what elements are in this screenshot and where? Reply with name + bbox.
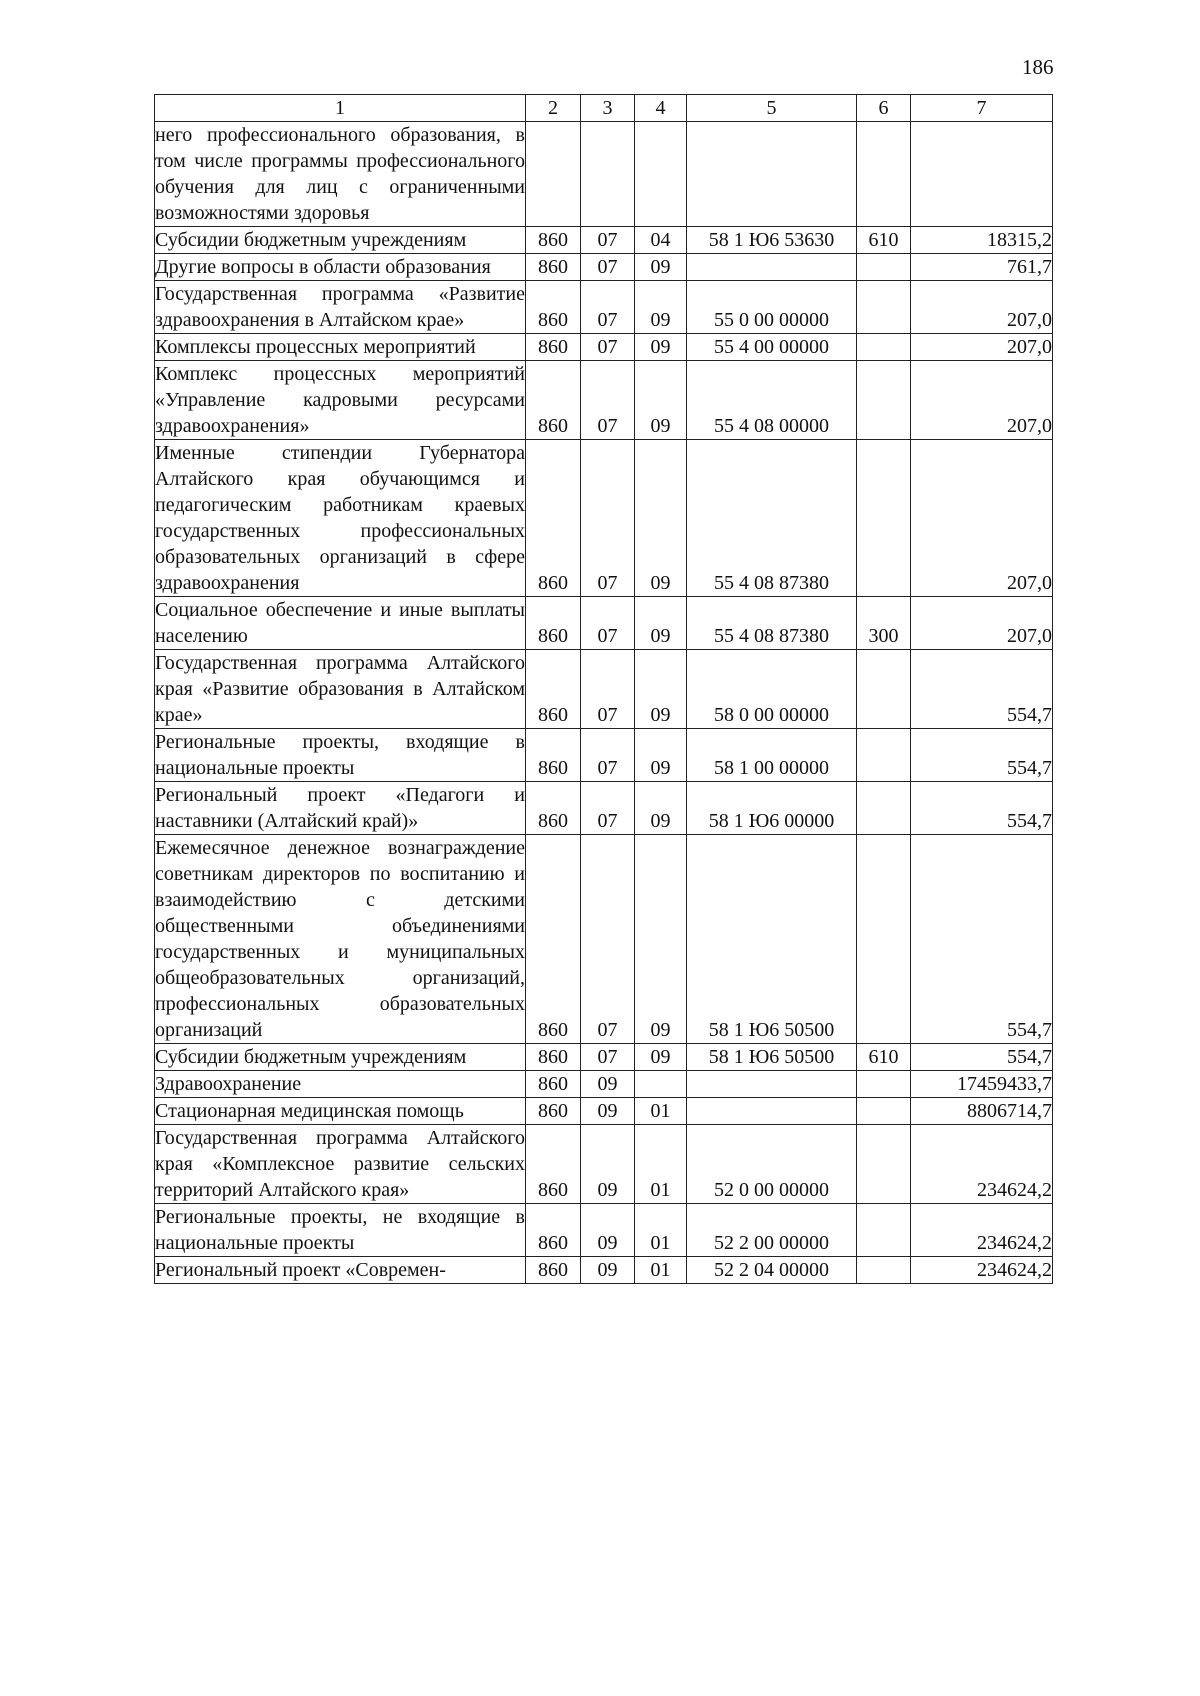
expense-type-code xyxy=(857,650,911,729)
row-name: Другие вопросы в области образования xyxy=(155,254,526,281)
ministry-code: 860 xyxy=(526,1098,581,1125)
target-article-code xyxy=(687,1098,857,1125)
target-article-code: 58 1 Ю6 50500 xyxy=(687,1044,857,1071)
ministry-code: 860 xyxy=(526,729,581,782)
expense-type-code xyxy=(857,281,911,334)
table-row xyxy=(155,122,1053,227)
target-article-code: 52 2 00 00000 xyxy=(687,1204,857,1257)
target-article-code: 58 1 Ю6 53630 xyxy=(687,227,857,254)
ministry-code: 860 xyxy=(526,1204,581,1257)
section-code: 07 xyxy=(581,334,635,361)
amount: 554,7 xyxy=(911,729,1053,782)
amount: 761,7 xyxy=(911,254,1053,281)
section-code: 07 xyxy=(581,227,635,254)
table-row xyxy=(155,334,1053,361)
row-name: Региональные проекты, не входящие в национальные проекты xyxy=(155,1204,526,1257)
section-code: 07 xyxy=(581,782,635,835)
section-code: 07 xyxy=(581,729,635,782)
row-name: Государственная программа «Развитие здравоохранения в Алтайском крае» xyxy=(155,281,526,334)
target-article-code: 58 0 00 00000 xyxy=(687,650,857,729)
row-name: Именные стипендии Губернатора Алтайского края обучающимся и педагогическим работникам краевых государственных профессиональных образовательных организаций в сфере здравоохранения xyxy=(155,440,526,597)
expense-type-code xyxy=(857,361,911,440)
section-code: 07 xyxy=(581,650,635,729)
subsection-code: 09 xyxy=(635,1044,687,1071)
row-name: Региональный проект «Педагоги и наставники (Алтайский край)» xyxy=(155,782,526,835)
row-name: Государственная программа Алтайского края «Развитие образования в Алтайском крае» xyxy=(155,650,526,729)
amount: 554,7 xyxy=(911,782,1053,835)
ministry-code: 860 xyxy=(526,1071,581,1098)
expense-type-code: 300 xyxy=(857,597,911,650)
row-name: Региональный проект «Современ- xyxy=(155,1257,526,1284)
row-name: Государственная программа Алтайского края «Комплексное развитие сельских территорий Алтайского края» xyxy=(155,1125,526,1204)
section-code: 07 xyxy=(581,440,635,597)
subsection-code: 04 xyxy=(635,227,687,254)
subsection-code: 09 xyxy=(635,281,687,334)
ministry-code: 860 xyxy=(526,227,581,254)
amount: 234624,2 xyxy=(911,1257,1053,1284)
expense-type-code xyxy=(857,1098,911,1125)
ministry-code: 860 xyxy=(526,1125,581,1204)
expense-type-code xyxy=(857,122,911,227)
subsection-code: 01 xyxy=(635,1204,687,1257)
subsection-code: 09 xyxy=(635,361,687,440)
subsection-code: 01 xyxy=(635,1098,687,1125)
row-name: Ежемесячное денежное вознаграждение советникам директоров по воспитанию и взаимодействию с детскими общественными объединениями государственных и муниципальных общеобразовательных организаций, профессиональных образовательных организаций xyxy=(155,835,526,1044)
table-row xyxy=(155,650,1053,729)
amount: 554,7 xyxy=(911,650,1053,729)
subsection-code: 09 xyxy=(635,835,687,1044)
amount: 17459433,7 xyxy=(911,1071,1053,1098)
ministry-code: 860 xyxy=(526,1044,581,1071)
subsection-code: 09 xyxy=(635,254,687,281)
amount: 554,7 xyxy=(911,835,1053,1044)
ministry-code: 860 xyxy=(526,334,581,361)
table-row xyxy=(155,1125,1053,1204)
amount: 554,7 xyxy=(911,1044,1053,1071)
expense-type-code xyxy=(857,334,911,361)
column-header: 7 xyxy=(911,95,1053,122)
row-name: Субсидии бюджетным учреждениям xyxy=(155,227,526,254)
section-code: 07 xyxy=(581,1044,635,1071)
table-row xyxy=(155,1044,1053,1071)
ministry-code: 860 xyxy=(526,281,581,334)
section-code: 07 xyxy=(581,835,635,1044)
ministry-code: 860 xyxy=(526,782,581,835)
amount: 234624,2 xyxy=(911,1204,1053,1257)
row-name: Субсидии бюджетным учреждениям xyxy=(155,1044,526,1071)
table-row xyxy=(155,782,1053,835)
page-number: 186 xyxy=(1022,55,1054,79)
subsection-code: 09 xyxy=(635,440,687,597)
subsection-code: 09 xyxy=(635,334,687,361)
row-name: Комплексы процессных мероприятий xyxy=(155,334,526,361)
section-code: 09 xyxy=(581,1071,635,1098)
target-article-code: 55 4 08 87380 xyxy=(687,440,857,597)
amount: 207,0 xyxy=(911,440,1053,597)
subsection-code: 09 xyxy=(635,650,687,729)
column-header: 2 xyxy=(526,95,581,122)
expense-type-code: 610 xyxy=(857,1044,911,1071)
table-row xyxy=(155,440,1053,597)
subsection-code: 01 xyxy=(635,1125,687,1204)
target-article-code: 55 4 00 00000 xyxy=(687,334,857,361)
table-row xyxy=(155,597,1053,650)
subsection-code: 09 xyxy=(635,782,687,835)
target-article-code: 52 2 04 00000 xyxy=(687,1257,857,1284)
ministry-code: 860 xyxy=(526,835,581,1044)
expense-type-code xyxy=(857,729,911,782)
column-header: 5 xyxy=(687,95,857,122)
subsection-code: 01 xyxy=(635,1257,687,1284)
section-code: 07 xyxy=(581,281,635,334)
expense-type-code xyxy=(857,440,911,597)
target-article-code: 52 0 00 00000 xyxy=(687,1125,857,1204)
section-code: 09 xyxy=(581,1125,635,1204)
column-header: 3 xyxy=(581,95,635,122)
column-header: 6 xyxy=(857,95,911,122)
section-code xyxy=(581,122,635,227)
section-code: 09 xyxy=(581,1098,635,1125)
table-body xyxy=(155,122,1053,1284)
target-article-code: 55 4 08 87380 xyxy=(687,597,857,650)
amount: 207,0 xyxy=(911,597,1053,650)
target-article-code: 55 4 08 00000 xyxy=(687,361,857,440)
table-row xyxy=(155,729,1053,782)
table-row xyxy=(155,1071,1053,1098)
subsection-code xyxy=(635,122,687,227)
expense-type-code xyxy=(857,254,911,281)
section-code: 09 xyxy=(581,1204,635,1257)
row-name: Социальное обеспечение и иные выплаты населению xyxy=(155,597,526,650)
expense-type-code xyxy=(857,1125,911,1204)
section-code: 07 xyxy=(581,361,635,440)
expense-type-code xyxy=(857,782,911,835)
amount: 207,0 xyxy=(911,281,1053,334)
subsection-code: 09 xyxy=(635,597,687,650)
amount: 234624,2 xyxy=(911,1125,1053,1204)
header-row xyxy=(155,95,1053,122)
subsection-code xyxy=(635,1071,687,1098)
expense-type-code xyxy=(857,1257,911,1284)
table-row xyxy=(155,361,1053,440)
ministry-code: 860 xyxy=(526,440,581,597)
table-row xyxy=(155,227,1053,254)
amount: 207,0 xyxy=(911,334,1053,361)
column-header: 4 xyxy=(635,95,687,122)
row-name: Здравоохранение xyxy=(155,1071,526,1098)
table-row xyxy=(155,281,1053,334)
section-code: 09 xyxy=(581,1257,635,1284)
target-article-code xyxy=(687,1071,857,1098)
table-row xyxy=(155,254,1053,281)
row-name: Комплекс процессных мероприятий «Управление кадровыми ресурсами здравоохранения» xyxy=(155,361,526,440)
section-code: 07 xyxy=(581,597,635,650)
table-row xyxy=(155,835,1053,1044)
target-article-code xyxy=(687,122,857,227)
target-article-code: 58 1 00 00000 xyxy=(687,729,857,782)
expense-type-code xyxy=(857,1204,911,1257)
ministry-code: 860 xyxy=(526,1257,581,1284)
row-name: него профессионального образования, в том числе программы профессионального обучения для лиц с ограниченными возможностями здоровья xyxy=(155,122,526,227)
target-article-code: 58 1 Ю6 00000 xyxy=(687,782,857,835)
subsection-code: 09 xyxy=(635,729,687,782)
target-article-code: 55 0 00 00000 xyxy=(687,281,857,334)
target-article-code xyxy=(687,254,857,281)
expense-type-code xyxy=(857,835,911,1044)
row-name: Региональные проекты, входящие в национальные проекты xyxy=(155,729,526,782)
table-row xyxy=(155,1204,1053,1257)
ministry-code: 860 xyxy=(526,650,581,729)
ministry-code: 860 xyxy=(526,597,581,650)
budget-table xyxy=(154,94,1053,1284)
ministry-code xyxy=(526,122,581,227)
table-header xyxy=(155,95,1053,122)
amount: 207,0 xyxy=(911,361,1053,440)
amount xyxy=(911,122,1053,227)
section-code: 07 xyxy=(581,254,635,281)
expense-type-code: 610 xyxy=(857,227,911,254)
amount: 8806714,7 xyxy=(911,1098,1053,1125)
amount: 18315,2 xyxy=(911,227,1053,254)
column-header: 1 xyxy=(155,95,526,122)
ministry-code: 860 xyxy=(526,254,581,281)
expense-type-code xyxy=(857,1071,911,1098)
table-row xyxy=(155,1257,1053,1284)
table-row xyxy=(155,1098,1053,1125)
row-name: Стационарная медицинская помощь xyxy=(155,1098,526,1125)
target-article-code: 58 1 Ю6 50500 xyxy=(687,835,857,1044)
ministry-code: 860 xyxy=(526,361,581,440)
